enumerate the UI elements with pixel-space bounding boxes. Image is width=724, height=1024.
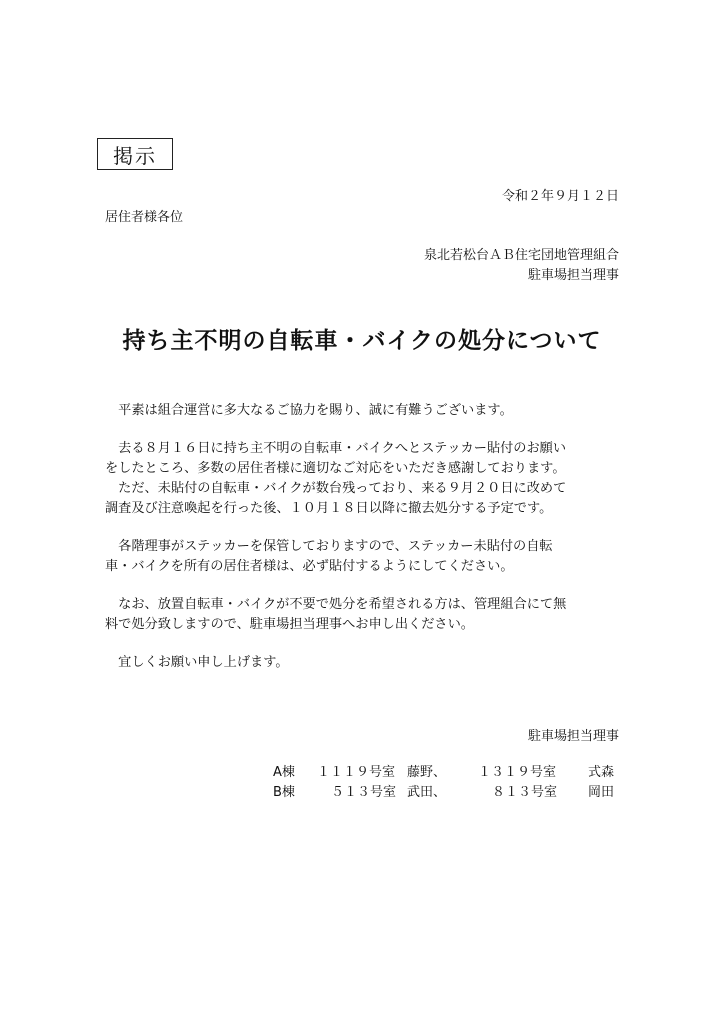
signature-name: 式森 — [588, 765, 615, 780]
signature-name: 藤野、 — [407, 765, 447, 780]
signature-name: 武田、 — [407, 785, 447, 800]
date: 令和２年９月１２日 — [501, 189, 619, 204]
signature-room: １１１９号室 — [317, 765, 396, 780]
body-paragraph-1: 平素は組合運営に多大なるご協力を賜り、誠に有難うございます。 — [105, 403, 513, 418]
body-paragraph-5: 宜しくお願い申し上げます。 — [105, 655, 289, 670]
signature-room: ８１３号室 — [492, 785, 558, 800]
signature-room: ５１３号室 — [331, 785, 397, 800]
body-paragraph-2-line-1: 去る８月１６日に持ち主不明の自転車・バイクへとステッカー貼付のお願い — [105, 441, 567, 456]
signature-name: 岡田 — [588, 785, 615, 800]
addressee: 居住者様各位 — [105, 210, 184, 225]
body-paragraph-4-line-2: 料で処分致しますので、駐車場担当理事へお申し出ください。 — [105, 617, 474, 632]
page-title: 持ち主不明の自転車・バイクの処分について — [122, 328, 602, 354]
sender-role: 駐車場担当理事 — [527, 268, 619, 283]
body-paragraph-3-line-1: 各階理事がステッカーを保管しておりますので、ステッカー未貼付の自転 — [105, 539, 553, 554]
notice-label-box — [97, 138, 173, 170]
signature-room: １３１９号室 — [478, 765, 557, 780]
body-paragraph-3-line-2: 車・バイクを所有の居住者様は、必ず貼付するようにしてください。 — [105, 559, 514, 574]
notice-label: 掲示 — [113, 143, 157, 168]
signature-building: A棟 — [273, 765, 295, 780]
body-paragraph-2-line-2: をしたところ、多数の居住者様に適切なご対応をいただき感謝しております。 — [105, 461, 566, 476]
body-paragraph-4-line-1: なお、放置自転車・バイクが不要で処分を希望される方は、管理組合にて無 — [105, 597, 567, 612]
signature-role: 駐車場担当理事 — [527, 729, 619, 744]
sender-org: 泉北若松台ＡＢ住宅団地管理組合 — [423, 248, 619, 263]
body-paragraph-2-line-4: 調査及び注意喚起を行った後、１０月１８日以降に撤去処分する予定です。 — [105, 501, 553, 516]
body-paragraph-2-line-3: ただ、未貼付の自転車・バイクが数台残っており、来る９月２０日に改めて — [105, 481, 567, 496]
signature-building: B棟 — [273, 785, 295, 800]
